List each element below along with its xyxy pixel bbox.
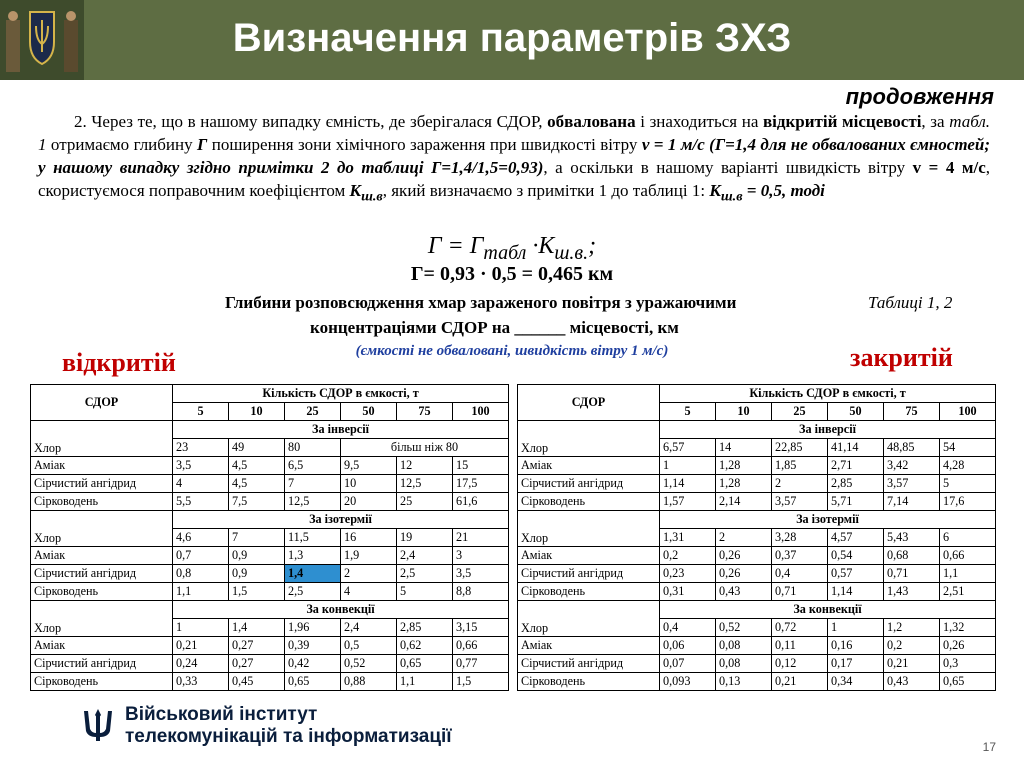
- cell: Сірководень: [518, 673, 660, 691]
- table-row: [31, 475, 509, 493]
- cell: 0,21: [173, 637, 229, 655]
- cell: 1,32: [940, 619, 996, 637]
- header-sdor: СДОР: [518, 385, 660, 421]
- col-100: 100: [940, 403, 996, 421]
- label-closed-terrain: закритій: [850, 343, 953, 372]
- cell: 0,57: [828, 565, 884, 583]
- col-10: 10: [716, 403, 772, 421]
- cell: Сірчистий ангідрид: [518, 565, 660, 583]
- para-text-11: , а оскільки в нашому варіанті швидкість вітру: [543, 158, 913, 177]
- cell: 1,5: [229, 583, 285, 601]
- cell: 6,57: [660, 439, 716, 457]
- section-row: [31, 601, 509, 619]
- cell: Хлор: [31, 601, 173, 637]
- cell: 15: [453, 457, 509, 475]
- cell: 0,23: [660, 565, 716, 583]
- cell: 6: [940, 529, 996, 547]
- para-text-15: ш.в: [361, 188, 383, 205]
- cell: 3: [453, 547, 509, 565]
- section-label: За конвекції: [660, 601, 996, 619]
- cell: 5: [397, 583, 453, 601]
- cell: Аміак: [518, 457, 660, 475]
- cell: Сірководень: [518, 493, 660, 511]
- cell: Хлор: [518, 601, 660, 637]
- cell: 0,08: [716, 655, 772, 673]
- cell: 0,8: [173, 565, 229, 583]
- header-bar: [0, 0, 1024, 80]
- cell: 0,4: [772, 565, 828, 583]
- formula1-d: ш.в.: [554, 241, 589, 264]
- cell: 1,5: [453, 673, 509, 691]
- cell: 1,1: [173, 583, 229, 601]
- cell: 0,72: [772, 619, 828, 637]
- cell: 4: [341, 583, 397, 601]
- table-row: [518, 493, 996, 511]
- cell: 1: [660, 457, 716, 475]
- para-text-6: табл. 1: [38, 112, 990, 154]
- formula1-c: ·К: [526, 233, 555, 259]
- cell: 1,1: [940, 565, 996, 583]
- table-header-row: [518, 385, 996, 403]
- cell: 8,8: [453, 583, 509, 601]
- para-text-14: К: [349, 181, 362, 200]
- cell: 1,85: [772, 457, 828, 475]
- cell: 0,65: [397, 655, 453, 673]
- para-text-19: = 0,5, тоді: [742, 181, 825, 200]
- cell: 2,51: [940, 583, 996, 601]
- cell: 0,9: [229, 547, 285, 565]
- section-row: [31, 511, 509, 529]
- cell: Сірчистий ангідрид: [518, 655, 660, 673]
- col-5: 5: [660, 403, 716, 421]
- cell: 0,68: [884, 547, 940, 565]
- cell: 0,52: [716, 619, 772, 637]
- cell: 10: [341, 475, 397, 493]
- cell: 0,07: [660, 655, 716, 673]
- cell: 5,71: [828, 493, 884, 511]
- cell: 1,96: [285, 619, 341, 637]
- table-caption-line2: концентраціями СДОР на ______ місцевості, км: [310, 318, 679, 337]
- formula1-a: Г = Г: [427, 233, 484, 259]
- section-label: За ізотермії: [173, 511, 509, 529]
- para-text-3: і знаходиться на: [635, 112, 763, 131]
- cell: Сірководень: [31, 493, 173, 511]
- col-25: 25: [285, 403, 341, 421]
- cell: 1,43: [884, 583, 940, 601]
- table-row: [31, 637, 509, 655]
- footer-institute-line1: Військовий інститут: [125, 704, 318, 725]
- cell: Аміак: [31, 637, 173, 655]
- closed-terrain-table: [517, 384, 996, 691]
- cell: Хлор: [31, 421, 173, 457]
- table-row: [518, 583, 996, 601]
- cell: 0,65: [285, 673, 341, 691]
- cell: 25: [397, 493, 453, 511]
- cell: Хлор: [518, 421, 660, 457]
- cell: 7,14: [884, 493, 940, 511]
- cell: 0,62: [397, 637, 453, 655]
- section-label: За конвекції: [173, 601, 509, 619]
- cell: 2,5: [285, 583, 341, 601]
- cell: 0,08: [716, 637, 772, 655]
- continuation-label: продовження: [845, 84, 994, 109]
- cell: 4,6: [173, 529, 229, 547]
- cell: 0,13: [716, 673, 772, 691]
- cell: 0,4: [660, 619, 716, 637]
- cell: 41,14: [828, 439, 884, 457]
- table-row: [518, 457, 996, 475]
- para-text-8: Г: [197, 135, 208, 154]
- section-label: За ізотермії: [660, 511, 996, 529]
- cell: 0,2: [660, 547, 716, 565]
- cell: 0,24: [173, 655, 229, 673]
- cell: Аміак: [518, 547, 660, 565]
- cell: 2: [716, 529, 772, 547]
- cell: Сірчистий ангідрид: [31, 655, 173, 673]
- highlighted-cell: 1,4: [285, 565, 341, 583]
- cell: Сірчистий ангідрид: [31, 475, 173, 493]
- table-row: [518, 637, 996, 655]
- cell: 2,71: [828, 457, 884, 475]
- cell: 3,15: [453, 619, 509, 637]
- formula1-e: ;: [588, 233, 597, 259]
- col-75: 75: [397, 403, 453, 421]
- cell: 12,5: [285, 493, 341, 511]
- cell: 0,42: [285, 655, 341, 673]
- trident-icon: [80, 707, 116, 743]
- table-row: [518, 673, 996, 691]
- cell: 0,71: [772, 583, 828, 601]
- cell: 0,27: [229, 655, 285, 673]
- cell: 7: [285, 475, 341, 493]
- formula-general: [0, 233, 1024, 265]
- cell: 2,5: [397, 565, 453, 583]
- table-row: [31, 565, 509, 583]
- cell: 0,21: [772, 673, 828, 691]
- col-100: 100: [453, 403, 509, 421]
- cell: 0,88: [341, 673, 397, 691]
- para-text-1: 2. Через те, що в нашому випадку ємність, де зберігалася СДОР,: [74, 112, 548, 131]
- footer-institute-line2: телекомунікацій та інформатизації: [125, 726, 452, 747]
- cell: 0,17: [828, 655, 884, 673]
- cell: 5,43: [884, 529, 940, 547]
- cell: 2,85: [828, 475, 884, 493]
- cell: 0,06: [660, 637, 716, 655]
- page-number: 17: [982, 740, 996, 754]
- header-quantity: Кількість СДОР в ємкості, т: [173, 385, 509, 403]
- cell: 0,12: [772, 655, 828, 673]
- cell: 4,28: [940, 457, 996, 475]
- cell: 0,2: [884, 637, 940, 655]
- cell: 7,5: [229, 493, 285, 511]
- section-row: [518, 511, 996, 529]
- cell: 21: [453, 529, 509, 547]
- cell: Хлор: [518, 511, 660, 547]
- para-text-12: v = 4 м/с: [912, 158, 986, 177]
- cell: 0,77: [453, 655, 509, 673]
- cell: 1,2: [884, 619, 940, 637]
- cell: 4,57: [828, 529, 884, 547]
- cell: Сірководень: [518, 583, 660, 601]
- para-text-4: відкритій місцевості: [763, 112, 922, 131]
- cell: 16: [341, 529, 397, 547]
- table-row: [518, 475, 996, 493]
- table-caption-line1: Глибини розповсюдження хмар зараженого повітря з уражаючими: [225, 293, 737, 312]
- para-text-10: v = 1 м/с (Г=1,4 для не обвалованих ємностей; у нашому випадку згідно примітки 2 до таблиці Г=1,4/1,5=0,93): [38, 135, 990, 177]
- formula1-b: табл: [483, 241, 527, 264]
- cell: 0,37: [772, 547, 828, 565]
- cell: 1,4: [229, 619, 285, 637]
- cell: 0,5: [341, 637, 397, 655]
- cell: 0,43: [716, 583, 772, 601]
- cell: 7: [229, 529, 285, 547]
- section-row: [31, 421, 509, 439]
- header-sdor: СДОР: [31, 385, 173, 421]
- cell: Аміак: [518, 637, 660, 655]
- cell: 0,27: [229, 637, 285, 655]
- cell: 3,5: [453, 565, 509, 583]
- table-row: [518, 547, 996, 565]
- table-header-row: [31, 385, 509, 403]
- cell: 2: [341, 565, 397, 583]
- cell: 9,5: [341, 457, 397, 475]
- cell: 12,5: [397, 475, 453, 493]
- col-50: 50: [828, 403, 884, 421]
- section-label: За інверсії: [660, 421, 996, 439]
- section-row: [518, 421, 996, 439]
- cell: 0,65: [940, 673, 996, 691]
- cell: 0,26: [716, 565, 772, 583]
- section-label: За інверсії: [173, 421, 509, 439]
- cell: 0,11: [772, 637, 828, 655]
- cell: 17,6: [940, 493, 996, 511]
- section-row: [518, 601, 996, 619]
- table-row: [31, 583, 509, 601]
- para-text-7: отримаємо глибину: [46, 135, 198, 154]
- table-row: [31, 655, 509, 673]
- para-text-17: К: [709, 181, 721, 200]
- table-row: [31, 547, 509, 565]
- col-25: 25: [772, 403, 828, 421]
- cell: 3,57: [772, 493, 828, 511]
- cell: 22,85: [772, 439, 828, 457]
- cell: 5,5: [173, 493, 229, 511]
- cell: 0,093: [660, 673, 716, 691]
- cell: 0,9: [229, 565, 285, 583]
- label-open-terrain: відкритій: [62, 348, 176, 377]
- cell: 3,57: [884, 475, 940, 493]
- cell: 0,66: [940, 547, 996, 565]
- cell: 2: [772, 475, 828, 493]
- cell: 11,5: [285, 529, 341, 547]
- cell: Сірководень: [31, 673, 173, 691]
- cell: 0,52: [341, 655, 397, 673]
- cell: 2,14: [716, 493, 772, 511]
- formula-result: Г= 0,93 · 0,5 = 0,465 км: [410, 263, 614, 285]
- cell: Хлор: [31, 511, 173, 547]
- cell: 0,3: [940, 655, 996, 673]
- page-title: Визначення параметрів ЗХЗ: [232, 16, 792, 60]
- cell: 0,71: [884, 565, 940, 583]
- cell: 20: [341, 493, 397, 511]
- cell: 0,39: [285, 637, 341, 655]
- table-row: [518, 655, 996, 673]
- cell: 1,1: [397, 673, 453, 691]
- cell: 4,5: [229, 475, 285, 493]
- cell: 3,5: [173, 457, 229, 475]
- cell: 3,28: [772, 529, 828, 547]
- cell: 1: [173, 619, 229, 637]
- para-text-18: ш.в: [720, 188, 743, 205]
- col-10: 10: [229, 403, 285, 421]
- cell: 1,31: [660, 529, 716, 547]
- cell: 2,85: [397, 619, 453, 637]
- para-text-13: , скористуємося поправочним коефіцієнтом: [38, 158, 990, 200]
- cell: 80: [285, 439, 341, 457]
- cell: 0,34: [828, 673, 884, 691]
- cell: 0,31: [660, 583, 716, 601]
- cell: 1,57: [660, 493, 716, 511]
- cell: 61,6: [453, 493, 509, 511]
- cell: 12: [397, 457, 453, 475]
- open-terrain-table: [30, 384, 509, 691]
- cell: 1,3: [285, 547, 341, 565]
- cell: 0,43: [884, 673, 940, 691]
- cell: Сірководень: [31, 583, 173, 601]
- cell: 0,16: [828, 637, 884, 655]
- table-reference: Таблиці 1, 2: [868, 293, 953, 312]
- para-text-2: обвалована: [547, 112, 636, 131]
- cell: 17,5: [453, 475, 509, 493]
- table-row: [31, 493, 509, 511]
- cell: 1: [828, 619, 884, 637]
- cell: 54: [940, 439, 996, 457]
- cell: 1,14: [828, 583, 884, 601]
- cell: 1,9: [341, 547, 397, 565]
- cell: 0,33: [173, 673, 229, 691]
- cell: 4,5: [229, 457, 285, 475]
- cell: більш ніж 80: [341, 439, 509, 457]
- cell: 14: [716, 439, 772, 457]
- cell: Аміак: [31, 457, 173, 475]
- col-5: 5: [173, 403, 229, 421]
- cell: 2,4: [341, 619, 397, 637]
- cell: 1,28: [716, 475, 772, 493]
- table-row: [31, 457, 509, 475]
- col-75: 75: [884, 403, 940, 421]
- cell: 1,28: [716, 457, 772, 475]
- table-row: [518, 565, 996, 583]
- header-quantity: Кількість СДОР в ємкості, т: [660, 385, 996, 403]
- cell: 0,26: [716, 547, 772, 565]
- col-50: 50: [341, 403, 397, 421]
- cell: Аміак: [31, 547, 173, 565]
- cell: 1,14: [660, 475, 716, 493]
- table-caption-note: (ємкості не обваловані, швидкість вітру 1 м/с): [355, 343, 669, 359]
- cell: 23: [173, 439, 229, 457]
- cell: 5: [940, 475, 996, 493]
- cell: 3,42: [884, 457, 940, 475]
- cell: 0,21: [884, 655, 940, 673]
- cell: 0,7: [173, 547, 229, 565]
- para-text-9: поширення зони хімічного зараження при швидкості вітру: [207, 135, 642, 154]
- table-row: [31, 673, 509, 691]
- cell: 48,85: [884, 439, 940, 457]
- cell: 2,4: [397, 547, 453, 565]
- body-paragraph: [38, 110, 990, 208]
- cell: Сірчистий ангідрид: [31, 565, 173, 583]
- cell: 0,45: [229, 673, 285, 691]
- cell: 0,66: [453, 637, 509, 655]
- cell: 19: [397, 529, 453, 547]
- cell: 4: [173, 475, 229, 493]
- para-text-16: , який визначаємо з примітки 1 до таблиці 1:: [382, 181, 710, 200]
- cell: 49: [229, 439, 285, 457]
- cell: Сірчистий ангідрид: [518, 475, 660, 493]
- cell: 6,5: [285, 457, 341, 475]
- cell: 0,54: [828, 547, 884, 565]
- cell: 0,26: [940, 637, 996, 655]
- para-text-5: , за: [921, 112, 950, 131]
